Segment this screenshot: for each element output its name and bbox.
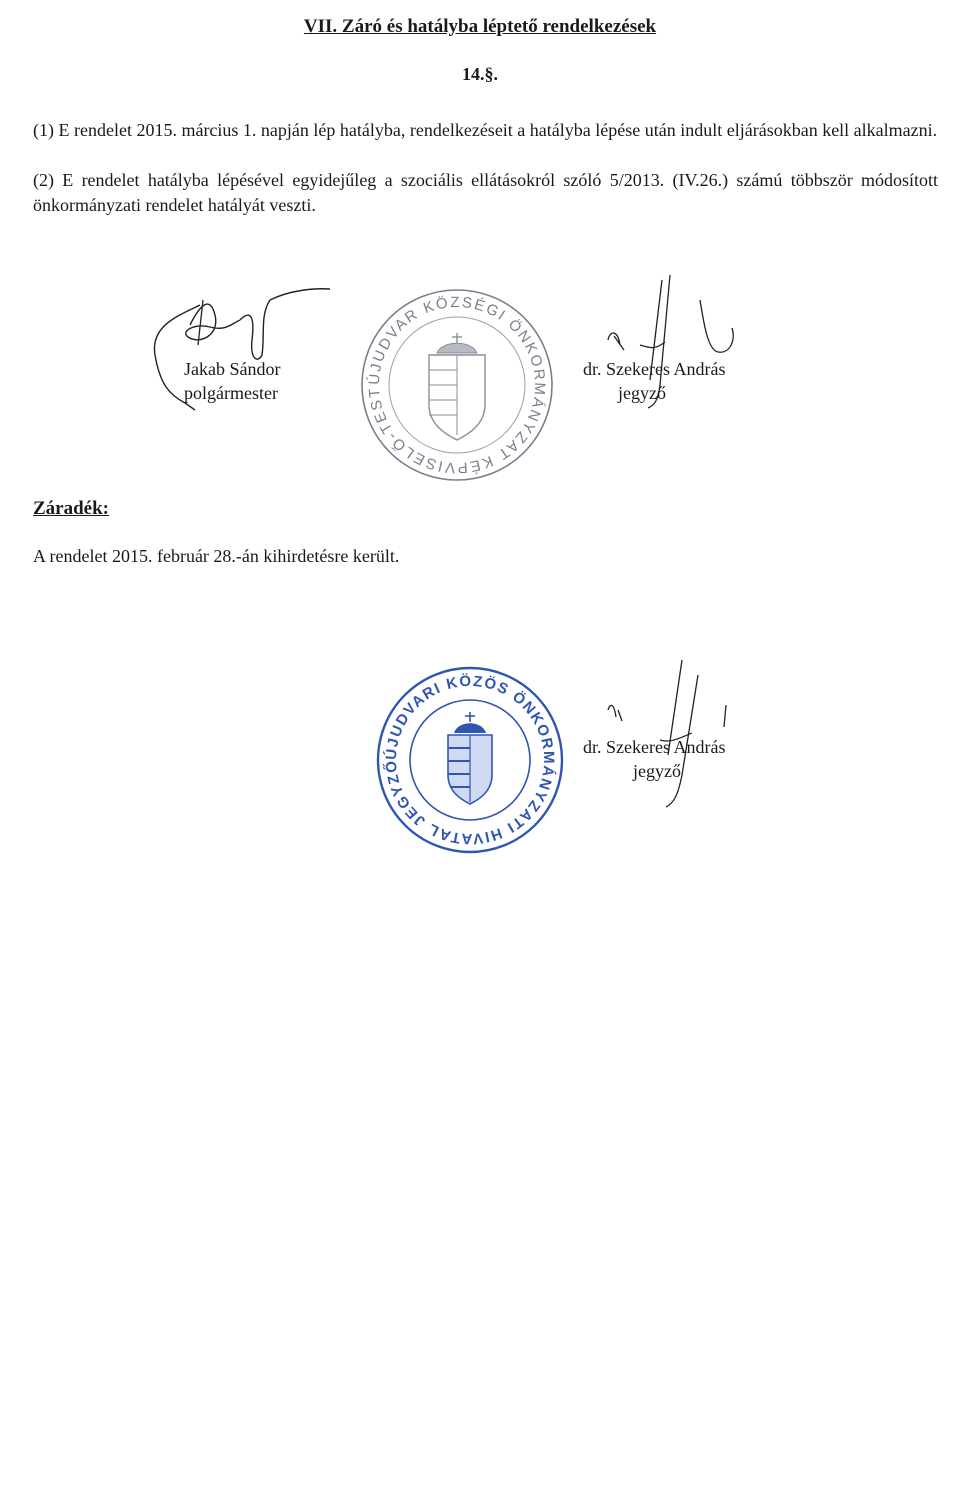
chapter-heading: VII. Záró és hatályba léptető rendelkezések <box>303 16 657 37</box>
office-stamp-ring-text: ÚJUDVARI KÖZÖS ÖNKORMÁNYZATI HIVATAL JEGYZŐJE • ÚJUDVAR • <box>363 647 558 848</box>
council-stamp-ring-text: ÚJUDVAR KÖZSÉGI ÖNKORMÁNYZAT KÉPVISELŐ-TESTÜLETE <box>350 272 549 477</box>
clerk-name: dr. Szekeres András <box>583 359 726 379</box>
clerk-signature-block <box>583 357 725 405</box>
section-number: 14.§. <box>462 64 498 84</box>
clerk-title: jegyző <box>618 383 666 403</box>
svg-text:ÚJUDVAR KÖZSÉGI ÖNKORMÁNYZAT K <box>351 271 549 476</box>
mayor-signature-block <box>184 357 280 405</box>
coat-of-arms-icon <box>448 712 492 804</box>
second-clerk-signature-block <box>583 735 725 783</box>
paragraph-2: (2) E rendelet hatályba lépésével egyidejűleg a szociális ellátásokról szóló 5/2013. (IV.26.) számú többször módosított önkormányzati rendelet hatályát veszti. <box>33 170 938 215</box>
office-stamp <box>363 647 570 860</box>
paragraph-1: (1) E rendelet 2015. március 1. napján lép hatályba, rendelkezéseit a hatályba lépése után indult eljárásokban kell alkalmazni. <box>33 120 938 140</box>
mayor-name: Jakab Sándor <box>184 359 281 379</box>
council-stamp <box>350 272 557 485</box>
second-clerk-title: jegyző <box>633 761 681 781</box>
second-clerk-name: dr. Szekeres András <box>583 737 726 757</box>
clause-title: Záradék: <box>33 498 109 519</box>
mayor-title: polgármester <box>184 383 278 403</box>
clause-text: A rendelet 2015. február 28.-án kihirdetésre került. <box>33 546 400 566</box>
coat-of-arms-icon <box>429 333 485 440</box>
